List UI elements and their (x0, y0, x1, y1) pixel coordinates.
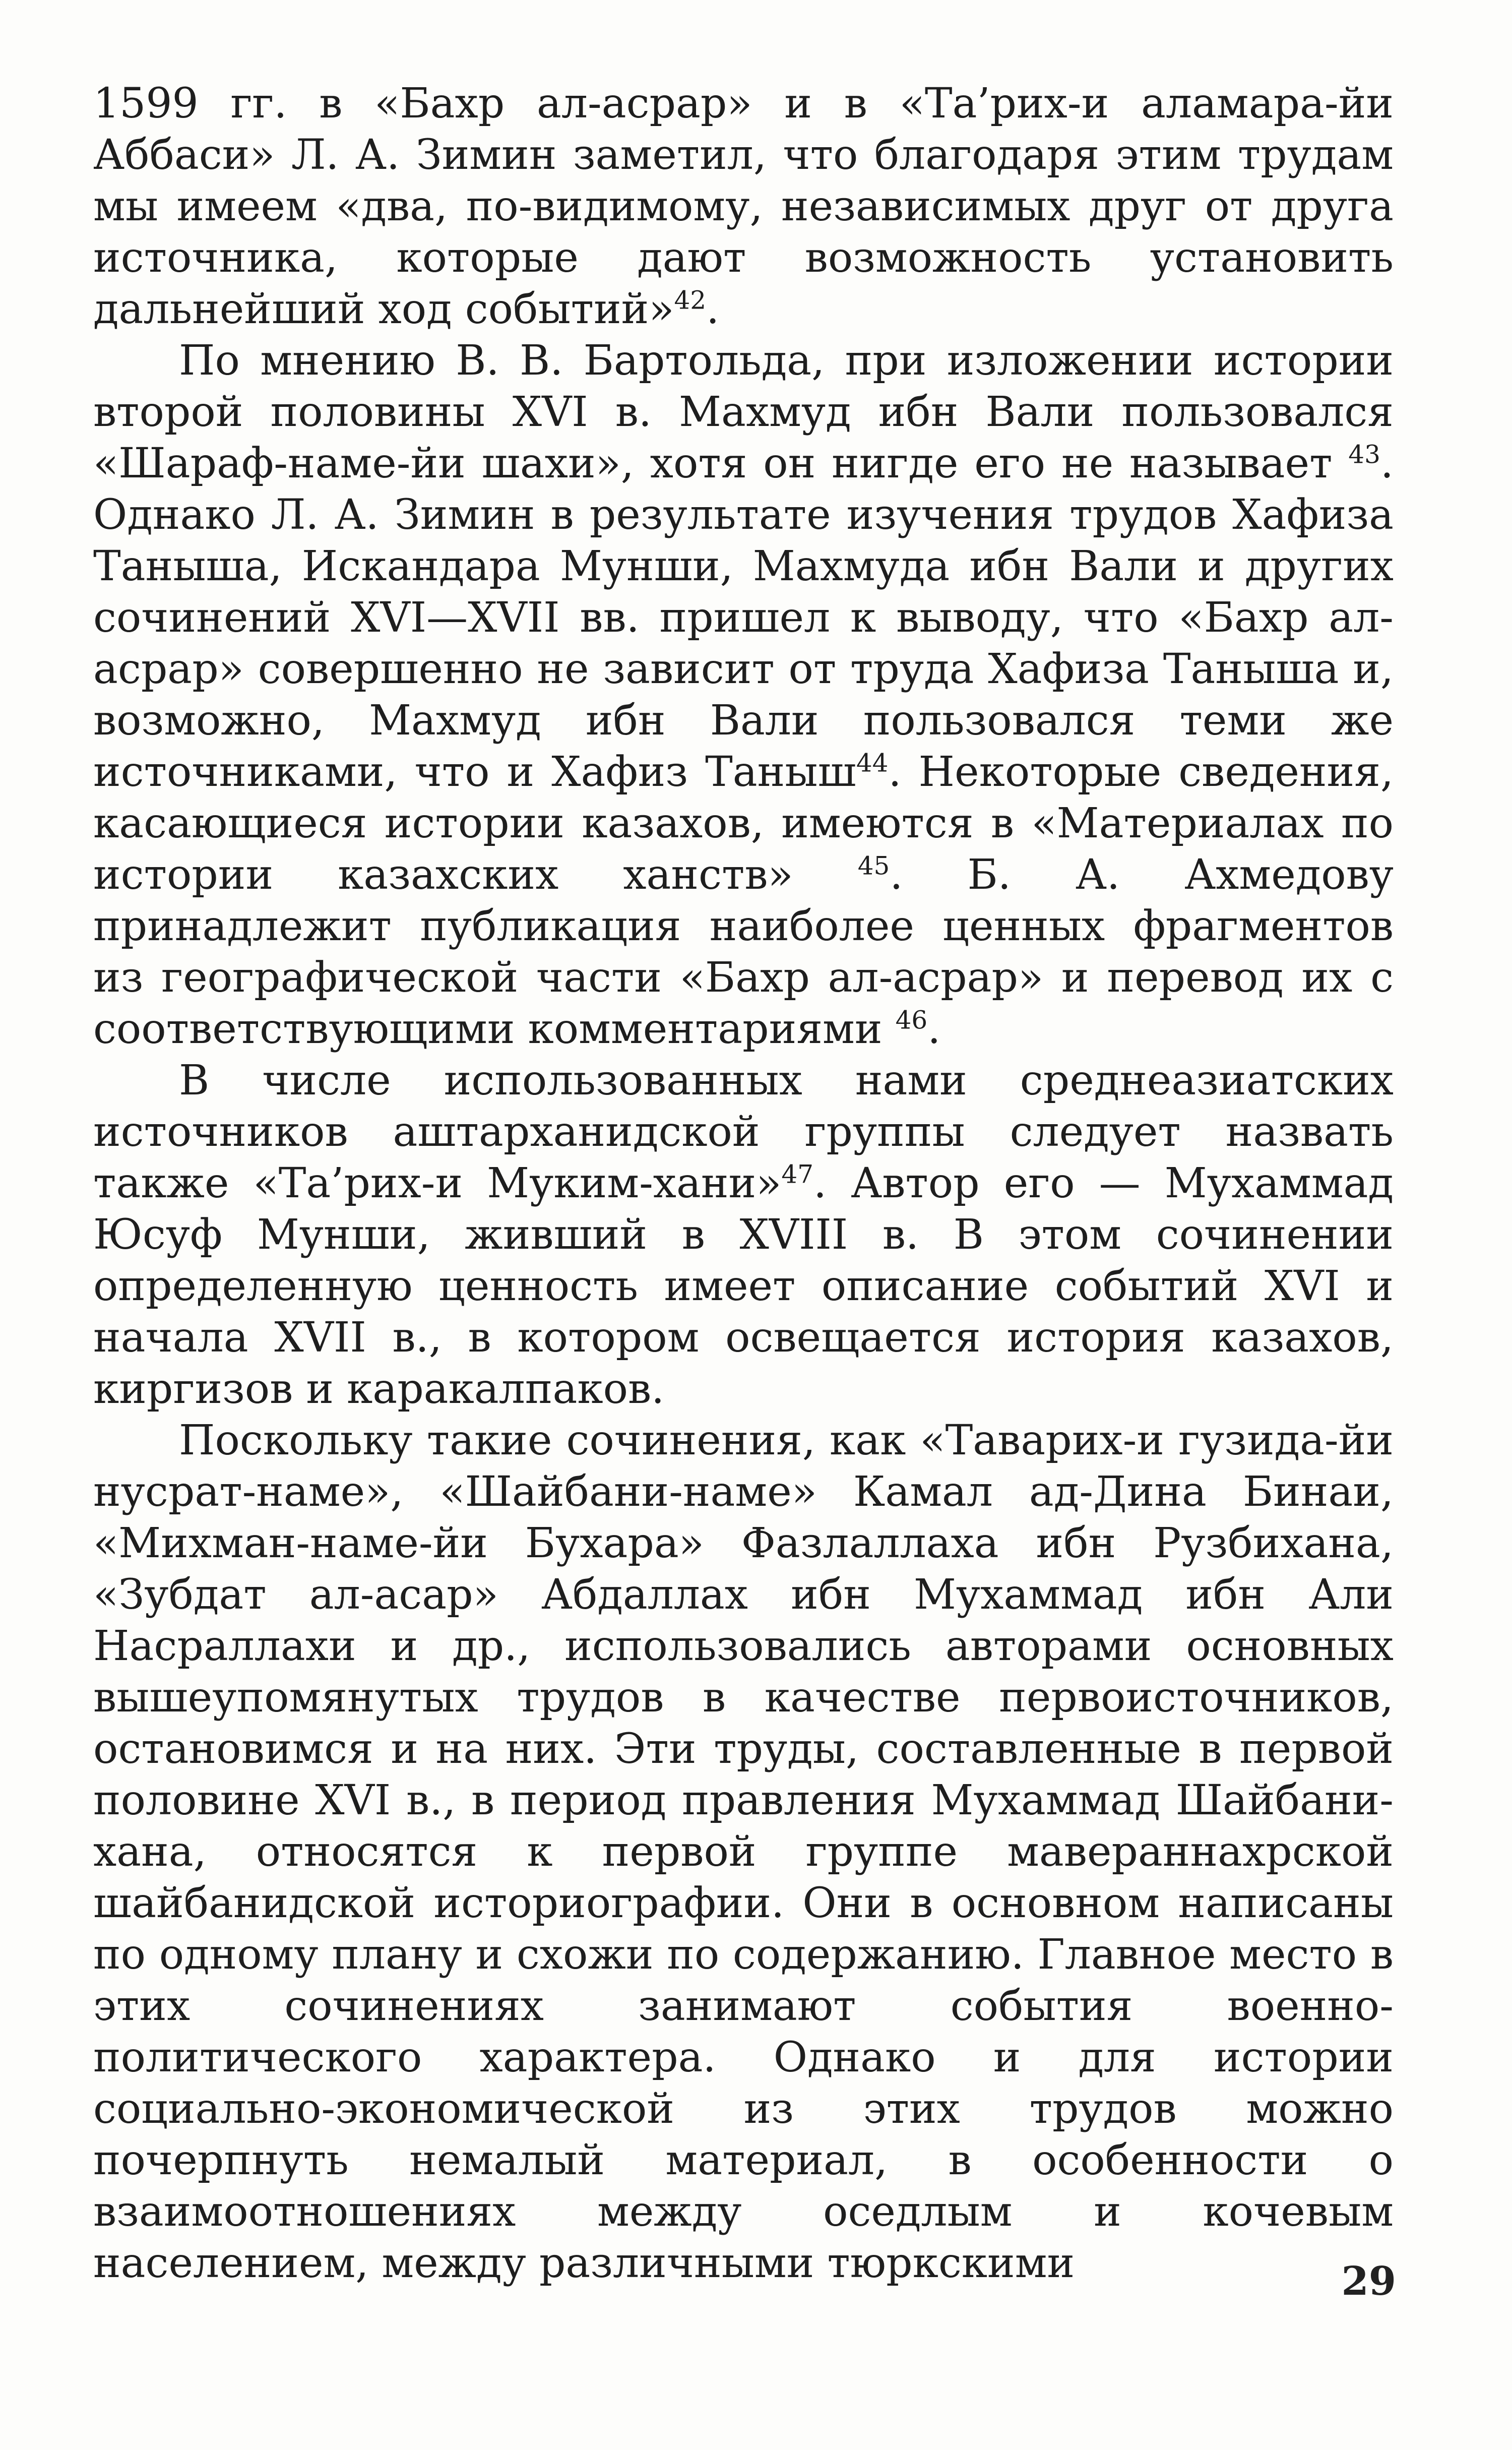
page-number: 29 (1341, 2258, 1396, 2304)
text-run: . Некоторые сведения, касающиеся истории казахов, имеются в «Материалах по истории казахских ханств» (93, 748, 1394, 899)
text-run: 1599 гг. в «Бахр ал-асрар» и в «Та’рих-и аламара-йи Аббаси» Л. А. Зимин заметил, что благодаря этим трудам мы имеем «два, по-видимому, независимых друг от друга источника, которые дают возможность установить дальнейший ход событий» (93, 80, 1394, 333)
text-run: . (927, 1005, 941, 1053)
footnote-marker: 42 (674, 285, 707, 315)
paragraph (93, 1055, 1394, 1415)
paragraph (93, 335, 1394, 1055)
paragraph (93, 78, 1394, 335)
footnote-marker: 45 (857, 851, 890, 881)
body-text (93, 78, 1394, 2289)
footnote-marker: 44 (856, 748, 889, 778)
text-run: . Однако Л. А. Зимин в результате изучения трудов Хафиза Таныша, Искандара Мунши, Махмуда ибн Вали и других сочинений XVI—XVII вв. пришел к выводу, что «Бахр ал-асрар» совершенно не зависит от труда Хафиза Таныша и, возможно, Махмуд ибн Вали пользовался теми же источниками, что и Хафиз Таныш (93, 440, 1394, 796)
text-run: . Б. А. Ахмедову принадлежит публикация наиболее ценных фрагментов из географической части «Бахр ал-асрар» и перевод их с соответствующими комментариями (93, 851, 1394, 1053)
text-run: По мнению В. В. Бартольда, при изложении истории второй половины XVI в. Махмуд ибн Вали пользовался «Шараф-наме-йи шахи», хотя он нигде его не называет (93, 337, 1394, 487)
text-run: . (706, 285, 720, 333)
text-run: В числе использованных нами среднеазиатских источников аштарханидской группы следует назвать также «Та’рих-и Муким-хани» (93, 1057, 1394, 1207)
footnote-marker: 47 (781, 1159, 814, 1189)
paragraph (93, 1415, 1394, 2289)
footnote-marker: 43 (1348, 440, 1380, 469)
text-run: . Автор его — Мухаммад Юсуф Мунши, живший в XVIII в. В этом сочинении определенную ценность имеет описание событий XVI и начала XVII в., в котором освещается история казахов, киргизов и каракалпаков. (93, 1159, 1394, 1413)
text-run: Поскольку такие сочинения, как «Таварих-и гузида-йи нусрат-наме», «Шайбани-наме» Камал ад-Дина Бинаи, «Михман-наме-йи Бухара» Фазлаллаха ибн Рузбихана, «Зубдат ал-асар» Абдаллах ибн Мухаммад ибн Али Насраллахи и др., использовались авторами основных вышеупомянутых трудов в качестве первоисточников, остановимся и на них. Эти труды, составленные в первой половине XVI в., в период правления Мухаммад Шайбани-хана, относятся к первой группе мавераннахрской шайбанидской историографии. Они в основном написаны по одному плану и схожи по содержанию. Главное место в этих сочинениях занимают события военно-политического характера. Однако и для истории социально-экономической из этих трудов можно почерпнуть немалый материал, в особенности о взаимоотношениях между оседлым и кочевым населением, между различными тюркскими (93, 1417, 1394, 2287)
footnote-marker: 46 (895, 1005, 928, 1035)
